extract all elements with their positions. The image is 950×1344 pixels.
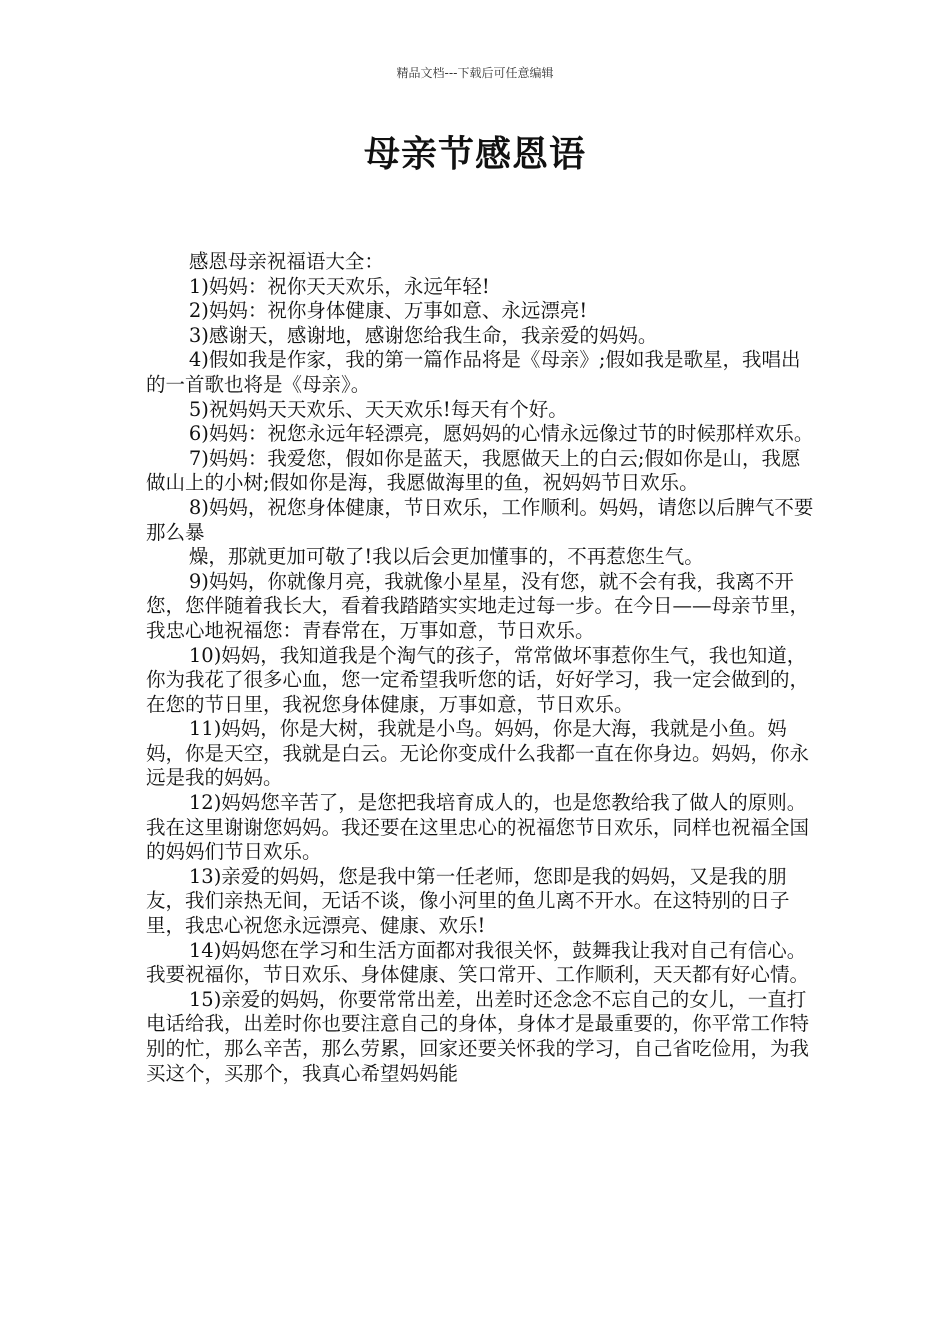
paragraph-11: 11)妈妈，你是大树，我就是小鸟。妈妈，你是大海，我就是小鱼。妈妈，你是天空，我就是白云。无论你变成什么我都一直在你身边。妈妈，你永远是我的妈妈。: [146, 717, 810, 790]
paragraph-5: 5)祝妈妈天天欢乐、天天欢乐!每天有个好。: [188, 397, 568, 421]
paragraph-2: 2)妈妈：祝你身体健康、万事如意、永远漂亮!: [188, 299, 588, 323]
paragraph-12: 12)妈妈您辛苦了，是您把我培育成人的，也是您教给我了做人的原则。我在这里谢谢您妈妈。我还要在这里忠心的祝福您节日欢乐，同样也祝福全国的妈妈们节日欢乐。: [146, 791, 810, 864]
paragraph-13: 13)亲爱的妈妈，您是我中第一任老师，您即是我的妈妈，又是我的朋友，我们亲热无间，无话不谈，像小河里的鱼儿离不开水。在这特别的日子里，我忠心祝您永远漂亮、健康、欢乐!: [146, 864, 790, 938]
paragraph-9: 9)妈妈，你就像月亮，我就像小星星，没有您，就不会有我，我离不开您，您伴随着我长大，看着我踏踏实实地走过每一步。在今日——母亲节里，我忠心地祝福您：青春常在，万事如意，节日欢乐。: [146, 569, 810, 642]
paragraph-8b: 燥，那就更加可敬了!我以后会更加懂事的，不再惹您生气。: [188, 545, 704, 569]
paragraph-10: 10)妈妈，我知道我是个淘气的孩子，常常做坏事惹你生气，我也知道，你为我花了很多心血，您一定希望我听您的话，好好学习，我一定会做到的，在您的节日里，我祝您身体健康，万事如意，节日欢乐。: [146, 643, 810, 716]
paragraph-14: 14)妈妈您在学习和生活方面都对我很关怀，鼓舞我让我对自己有信心。我要祝福你，节日欢乐、身体健康、笑口常开、工作顺利，天天都有好心情。: [146, 938, 810, 987]
paragraph-3: 3)感谢天，感谢地，感谢您给我生命，我亲爱的妈妈。: [188, 323, 658, 347]
paragraph-7: 7)妈妈：我爱您，假如你是蓝天，我愿做天上的白云;假如你是山，我愿做山上的小树;假如你是海，我愿做海里的鱼，祝妈妈节日欢乐。: [146, 446, 801, 495]
page-header: 精品文档---下载后可任意编辑: [396, 66, 554, 80]
document-title: 母亲节感恩语: [363, 134, 586, 175]
paragraph-4: 4)假如我是作家，我的第一篇作品将是《母亲》;假如我是歌星，我唱出的一首歌也将是《母亲》。: [146, 348, 801, 396]
paragraph-1: 1)妈妈：祝你天天欢乐，永远年轻!: [188, 274, 490, 298]
paragraph-15: 15)亲爱的妈妈，你要常常出差，出差时还念念不忘自己的女儿，一直打电话给我，出差时你也要注意自己的身体，身体才是最重要的，你平常工作特别的忙，那么辛苦，那么劳累，回家还要关怀我的学习，自己省吃俭用，为我买这个，买那个，我真心希望妈妈能: [146, 987, 810, 1085]
document-body: [146, 250, 814, 1086]
paragraph-6: 6)妈妈：祝您永远年轻漂亮，愿妈妈的心情永远像过节的时候那样欢乐。: [188, 422, 814, 446]
paragraph-intro: 感恩母亲祝福语大全：: [188, 250, 384, 273]
paragraph-8a: 8)妈妈，祝您身体健康，节日欢乐，工作顺利。妈妈，请您以后脾气不要那么暴: [146, 495, 814, 544]
